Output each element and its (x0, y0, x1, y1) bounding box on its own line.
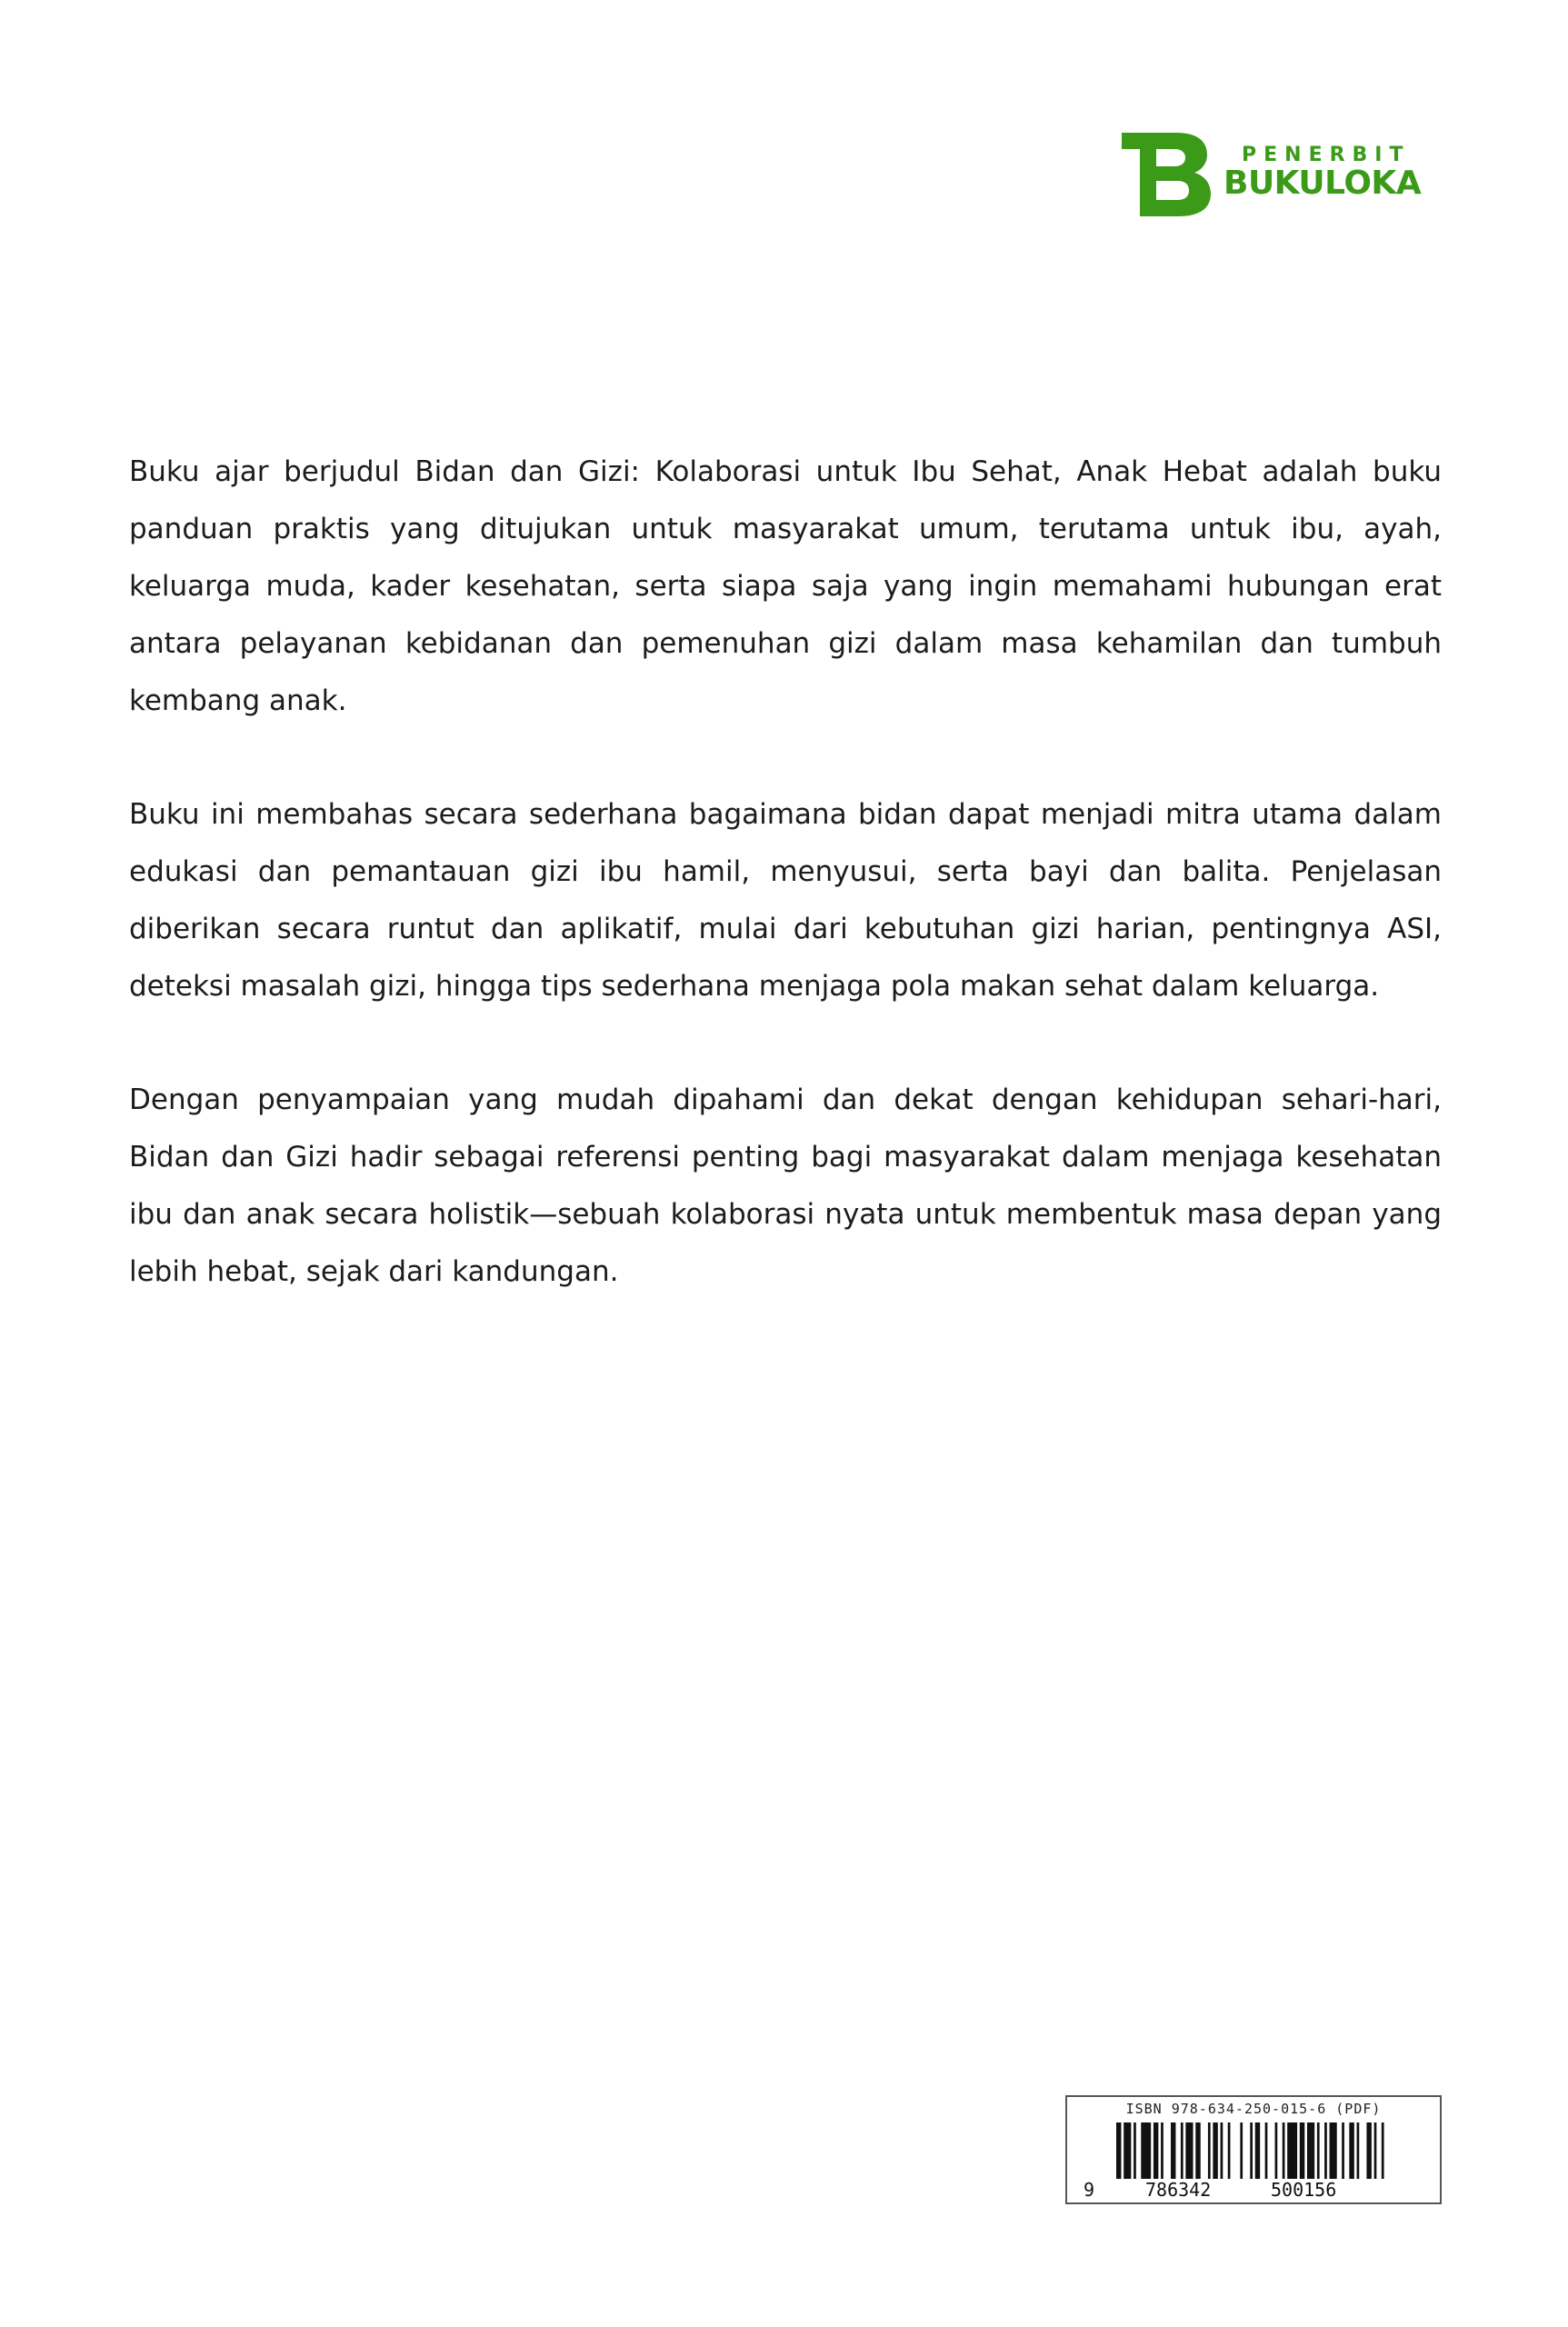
barcode-bar (1228, 2122, 1231, 2179)
publisher-logo (1122, 133, 1449, 224)
barcode-bar (1366, 2122, 1371, 2179)
barcode-bar (1141, 2122, 1151, 2179)
barcode-bar (1374, 2122, 1377, 2179)
barcode-bar (1181, 2122, 1183, 2179)
barcode-bar (1171, 2122, 1175, 2179)
barcode-bar (1124, 2122, 1131, 2179)
bukuloka-b-logo-icon (1122, 133, 1211, 216)
barcode-bar (1213, 2122, 1217, 2179)
isbn-left-digits: 786342 (1145, 2179, 1212, 2201)
barcode-bar (1134, 2122, 1136, 2179)
barcode-bar (1357, 2122, 1360, 2179)
isbn-label: ISBN 978-634-250-015-6 (PDF) (1125, 2101, 1382, 2117)
barcode-bars (1116, 2122, 1389, 2179)
barcode-bar (1349, 2122, 1353, 2179)
barcode-bar (1307, 2122, 1314, 2179)
barcode-bar (1161, 2122, 1164, 2179)
isbn-barcode (1065, 2095, 1442, 2204)
barcode-bar (1342, 2122, 1344, 2179)
barcode-bar (1208, 2122, 1211, 2179)
barcode-bar (1116, 2122, 1121, 2179)
isbn-right-digits: 500156 (1271, 2179, 1337, 2201)
publisher-label-top: PENERBIT (1242, 144, 1411, 166)
barcode-bar (1250, 2122, 1253, 2179)
barcode-bar (1283, 2122, 1285, 2179)
barcode-bar (1275, 2122, 1278, 2179)
synopsis-paragraph-3: Dengan penyampaian yang mudah dipahami dan dekat dengan kehidupan sehari-hari, Bidan dan Gizi hadir sebagai referensi penting bagi masyarakat dalam menjaga kesehatan ibu dan anak secara holistik—sebuah kolaborasi nyata untuk membentuk masa depan yang lebih hebat, sejak dari kandungan. (129, 1084, 1442, 1288)
synopsis-paragraph-1: Buku ajar berjudul Bidan dan Gizi: Kolaborasi untuk Ibu Sehat, Anak Hebat adalah buku panduan praktis yang ditujukan untuk masyarakat umum, terutama untuk ibu, ayah, keluarga muda, kader kesehatan, serta siapa saja yang ingin memahami hubungan erat antara pelayanan kebidanan dan pemenuhan gizi dalam masa kehamilan dan tumbuh kembang anak. (129, 455, 1442, 717)
barcode-bar (1317, 2122, 1320, 2179)
barcode-bar (1300, 2122, 1304, 2179)
barcode-bar (1330, 2122, 1337, 2179)
isbn-lead-digit: 9 (1084, 2179, 1095, 2201)
barcode-bar (1185, 2122, 1193, 2179)
barcode-bar (1154, 2122, 1158, 2179)
publisher-name: BUKULOKA (1223, 165, 1422, 202)
barcode-bar (1255, 2122, 1260, 2179)
barcode-bar (1287, 2122, 1297, 2179)
barcode-bar (1324, 2122, 1327, 2179)
barcode-bar (1221, 2122, 1223, 2179)
barcode-bar (1240, 2122, 1243, 2179)
barcode-bar (1382, 2122, 1384, 2179)
barcode-bar (1265, 2122, 1268, 2179)
barcode-bar (1195, 2122, 1200, 2179)
synopsis-paragraph-2: Buku ini membahas secara sederhana bagaimana bidan dapat menjadi mitra utama dalam edukasi dan pemantauan gizi ibu hamil, menyusui, serta bayi dan balita. Penjelasan diberikan secara runtut dan aplikatif, mulai dari kebutuhan gizi harian, pentingnya ASI, deteksi masalah gizi, hingga tips sederhana menjaga pola makan sehat dalam keluarga. (129, 798, 1442, 1003)
synopsis (129, 444, 1442, 1357)
